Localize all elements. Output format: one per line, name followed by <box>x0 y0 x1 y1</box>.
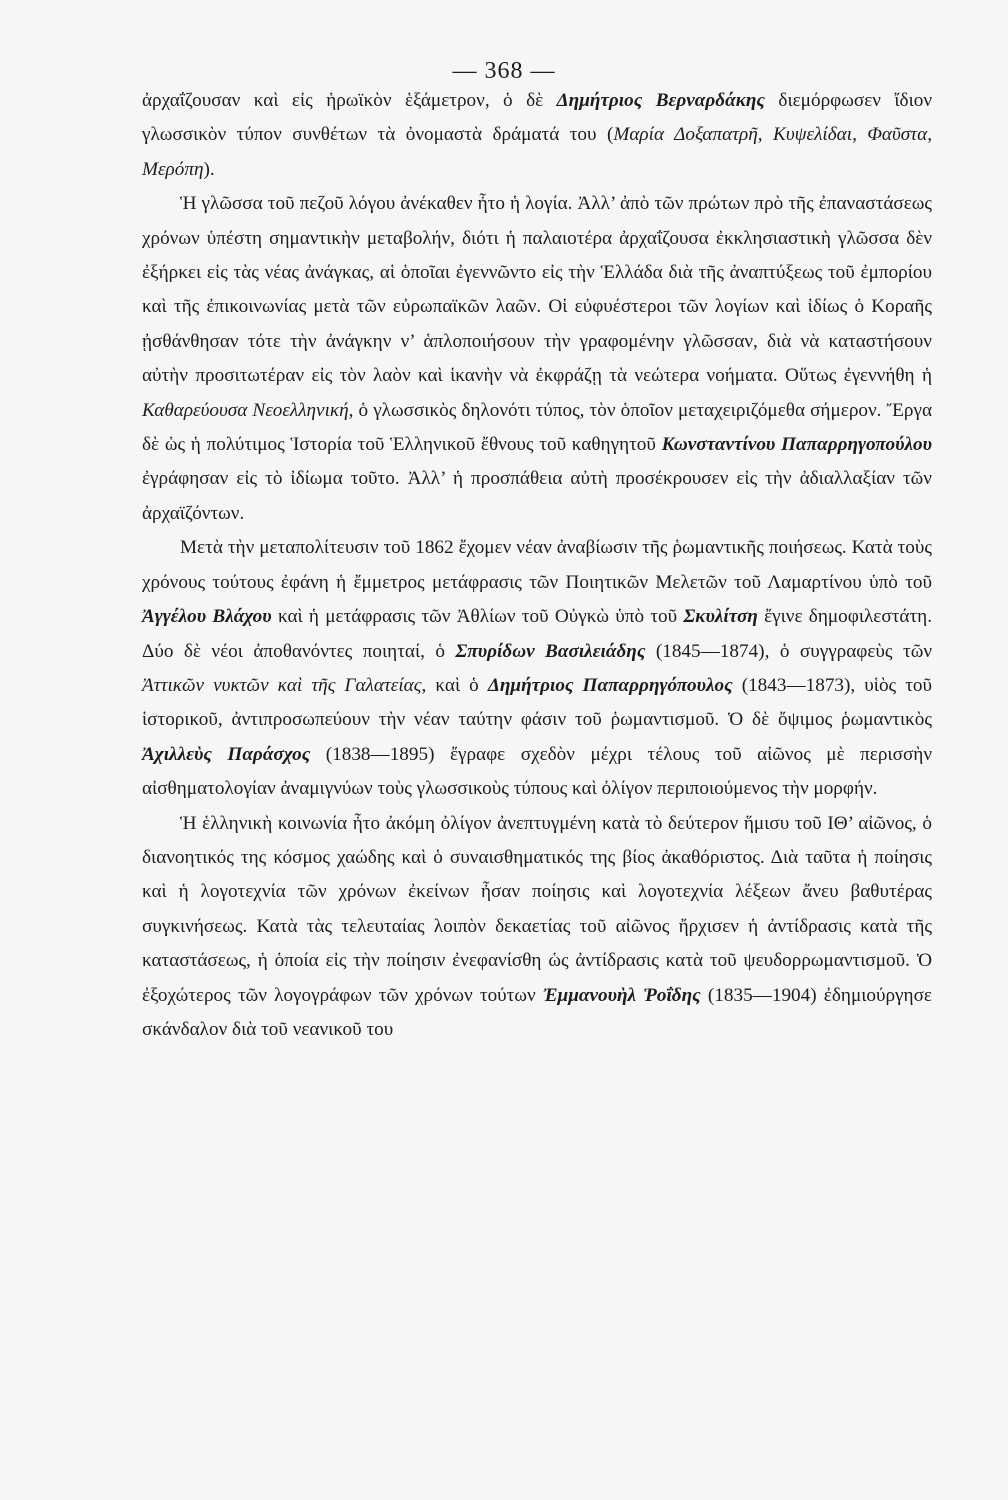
term: Καθαρεύουσα Νεοελληνική <box>142 399 349 421</box>
text-run: (1835—1904) ἐδημιούργησε σκάνδαλον διὰ τοῦ νεανικοῦ του <box>142 984 932 1040</box>
work-titles: Μαρία Δοξαπατρῆ, Κυψελίδαι, Φαῦστα, Μερόπη <box>142 124 932 180</box>
text-run: Μετὰ τὴν μεταπολίτευσιν τοῦ 1862 ἔχομεν νέαν ἀναβίωσιν τῆς ῥωμαντικῆς ποιήσεως. Κατὰ τοὺς χρόνους τούτους ἐφάνη ἡ ἔμμετρος μετάφρασις τῶν Ποιητικῶν Μελετῶν τοῦ Λαμαρτίνου ὑπὸ τοῦ <box>142 537 932 593</box>
text-run: ἐγράφησαν εἰς τὸ ἰδίωμα τοῦτο. Ἀλλ’ ἡ προσπάθεια αὐτὴ προσέκρουσεν εἰς τὴν ἀδιαλλαξίαν τῶν ἀρχαϊζόντων. <box>142 468 932 524</box>
paragraph <box>142 807 932 1048</box>
text-run: (1838—1895) ἔγραφε σχεδὸν μέχρι τέλους τοῦ αἰῶνος μὲ περισσὴν αἰσθηματολογίαν ἀναμιγνύων τοὺς γλωσσικοὺς τύπους καὶ ὀλίγον περιποιούμενος τὴν μορφήν. <box>142 743 932 800</box>
author-name: Ἀχιλλεὺς Παράσχος <box>142 743 311 765</box>
work-titles: Ἀττικῶν νυκτῶν καὶ τῆς Γαλατείας <box>142 674 422 696</box>
text-run: , καὶ ὁ <box>421 674 488 696</box>
text-run: ). <box>203 158 215 180</box>
text-run: (1843—1873), υἱὸς τοῦ ἱστορικοῦ, ἀντιπροσωπεύουν τὴν νέαν ταύτην φάσιν τοῦ ῥωμαντισμοῦ. Ὁ δὲ ὄψιμος ῥωμαντικὸς <box>142 674 932 731</box>
paragraph <box>142 187 932 531</box>
text-run: Ἡ ἑλληνικὴ κοινωνία ἦτο ἀκόμη ὀλίγον ἀνεπτυγμένη κατὰ τὸ δεύτερον ἥμισυ τοῦ ΙΘ’ αἰῶνος, ὁ διανοητικός της κόσμος χαώδης καὶ ὁ συναισθηματικός της βίος ἀκαθόριστος. Διὰ ταῦτα ἡ ποίησις καὶ ἡ λογοτεχνία τῶν χρόνων ἐκείνων ἦσαν ποίησις καὶ λογοτεχνία λέξεων ἄνευ βαθυτέρας συγκινήσεως. Κατὰ τὰς τελευταίας λοιπὸν δεκαετίας τοῦ αἰῶνος ἤρχισεν ἡ ἀντίδρασις κατὰ τῆς καταστάσεως, ἡ ὁποία εἰς τὴν ποίησιν ἐνεφανίσθη ὡς ἀντίδρασις κατὰ τοῦ ψευδορρωμαντισμοῦ. Ὁ ἐξοχώτερος τῶν λογογράφων τῶν χρόνων τούτων <box>142 812 932 1006</box>
author-name: Σπυρίδων Βασιλειάδης <box>455 640 646 662</box>
author-name: Ἀγγέλου Βλάχου <box>142 606 272 628</box>
author-name: Ἐμμανουὴλ Ῥοΐδης <box>542 984 701 1006</box>
text-run: Ἡ γλῶσσα τοῦ πεζοῦ λόγου ἀνέκαθεν ἦτο ἡ λογία. Ἀλλ’ ἀπὸ τῶν πρώτων πρὸ τῆς ἐπαναστάσεως χρόνων ὑπέστη σημαντικὴν μεταβολήν, διότι ἡ παλαιοτέρα ἀρχαΐζουσα ἐκκλησιαστικὴ γλῶσσα δὲν ἐξήρκει εἰς τὰς νέας ἀνάγκας, αἱ ὁποῖαι ἐγεννῶντο εἰς τὴν Ἑλλάδα διὰ τῆς ἀναπτύξεως τοῦ ἐμπορίου καὶ τῆς ἐπικοινωνίας μετὰ τῶν εὐρωπαϊκῶν λαῶν. Οἱ εὐφυέστεροι τῶν λογίων καὶ ἰδίως ὁ Κοραῆς ᾐσθάνθησαν τότε τὴν ἀνάγκην ν’ ἁπλοποιήσουν τὴν γραφομένην γλῶσσαν, διὰ νὰ καταστήσουν αὐτὴν προσιτωτέραν εἰς τὸν λαὸν καὶ ἱκανὴν νὰ ἐκφράζῃ τὰ νεώτερα νοήματα. Οὕτως ἐγεννήθη ἡ <box>142 193 932 387</box>
author-name: Σκυλίτση <box>683 606 758 628</box>
text-run: διεμόρφωσεν ἴδιον γλωσσικὸν τύπον συνθέτων τὰ ὀνομαστὰ δράματά του ( <box>142 90 932 146</box>
paragraph <box>142 531 932 806</box>
text-run: ἀρχαΐζουσαν καὶ εἰς ἡρωϊκὸν ἑξάμετρον, ὁ δὲ <box>142 90 557 111</box>
text-run: , ὁ γλωσσικὸς δηλονότι τύπος, τὸν ὁποῖον μεταχειριζόμεθα σήμερον. Ἔργα δὲ ὡς ἡ πολύτιμος Ἱστορία τοῦ Ἑλληνικοῦ ἔθνους τοῦ καθηγητοῦ <box>142 399 932 456</box>
author-name: Κωνσταντίνου Παπαρρηγοπούλου <box>661 434 933 456</box>
body-text <box>142 84 932 1047</box>
paragraph <box>142 84 932 187</box>
text-run: (1845—1874), ὁ συγγραφεὺς τῶν <box>645 640 932 662</box>
author-name: Δημήτριος Βερναρδάκης <box>556 90 765 111</box>
page-number: — 368 — <box>452 58 556 84</box>
author-name: Δημήτριος Παπαρρηγόπουλος <box>487 674 733 696</box>
text-run: ἔγινε δημοφιλεστάτη. Δύο δὲ νέοι ἀποθανόντες ποιηταί, ὁ <box>142 606 933 662</box>
text-run: καὶ ἡ μετάφρασις τῶν Ἀθλίων τοῦ Οὐγκὼ ὑπὸ τοῦ <box>271 606 684 628</box>
